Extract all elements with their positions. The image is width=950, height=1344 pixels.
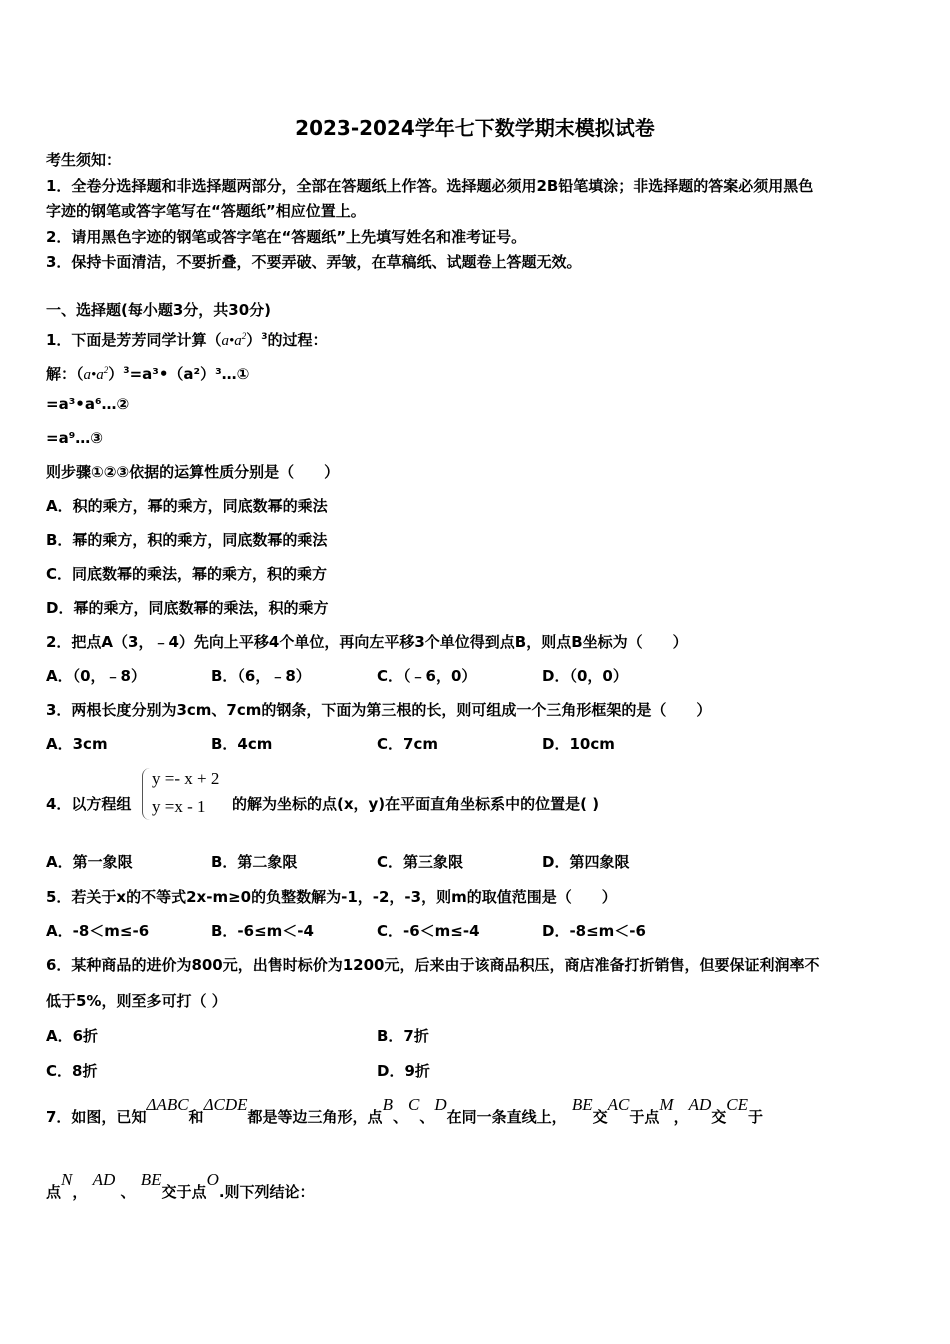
question-7-stem-cont: 点N， AD 、 BE交于点O.则下列结论：	[46, 1170, 315, 1201]
notice-item: 1．全卷分选择题和非选择题两部分，全部在答题纸上作答。选择题必须用2B铅笔填涂；非选择题的答案必须用黑色	[46, 177, 814, 195]
q1-question: 则步骤①②③依据的运算性质分别是（ ）	[46, 463, 340, 481]
q3-option-d: D．10cm	[542, 735, 615, 753]
q1-text: 的过程：	[267, 331, 328, 349]
q4-equation-1: y =- x + 2	[152, 769, 220, 788]
q2-option-c: C．（﹣6，0）	[377, 667, 477, 685]
q3-option-c: C．7cm	[377, 735, 438, 753]
q6-option-a: A．6折	[46, 1027, 99, 1045]
q4-option-d: D．第四象限	[542, 853, 630, 871]
notice-item: 2．请用黑色字迹的钢笔或答字笔在“答题纸”上先填写姓名和准考证号。	[46, 228, 527, 246]
q1-option-a: A．积的乘方，幂的乘方，同底数幂的乘法	[46, 497, 328, 515]
q4-equation-2: y =x - 1	[152, 797, 206, 816]
q1-option-d: D．幂的乘方，同底数幂的乘法，积的乘方	[46, 599, 329, 617]
notice-item: 3．保持卡面清洁，不要折叠，不要弄破、弄皱，在草稿纸、试题卷上答题无效。	[46, 253, 582, 271]
q5-option-c: C．-6＜m≤-4	[377, 922, 480, 940]
q1-text: ）	[246, 331, 262, 349]
question-1-stem: 1．下面是芳芳同学计算$(a•a^2)^3$的过程：	[46, 331, 328, 349]
q4-stem-a: 4．以方程组	[46, 795, 132, 813]
q2-option-a: A．（0，﹣8）	[46, 667, 146, 685]
q6-option-c: C．8折	[46, 1062, 98, 1080]
q1-option-b: B．幂的乘方，积的乘方，同底数幂的乘法	[46, 531, 328, 549]
q5-option-d: D．-8≤m＜-6	[542, 922, 646, 940]
q1-solution-step3: =a⁹…③	[46, 429, 103, 447]
question-3-stem: 3．两根长度分别为3cm、7cm的钢条，下面为第三根的长，则可组成一个三角形框架的是（ ）	[46, 701, 712, 719]
q2-option-b: B．（6，﹣8）	[211, 667, 311, 685]
q1-solution-step2: =a³•a⁶…②	[46, 395, 130, 413]
notice-heading: 考生须知：	[46, 151, 122, 169]
q4-option-a: A．第一象限	[46, 853, 133, 871]
q3-option-b: B．4cm	[211, 735, 273, 753]
q4-stem-b: 的解为坐标的点(x，y)在平面直角坐标系中的位置是( )	[232, 795, 600, 813]
q3-option-a: A．3cm	[46, 735, 108, 753]
q5-option-a: A．-8＜m≤-6	[46, 922, 150, 940]
question-7-stem: 7．如图，已知ΔABC和ΔCDE都是等边三角形，点B、C、D在同一条直线上， BE交AC于点M，AD交CE于	[46, 1095, 764, 1126]
q6-option-b: B．7折	[377, 1027, 429, 1045]
q4-option-c: C．第三象限	[377, 853, 464, 871]
page-title: 2023-2024学年七下数学期末模拟试卷	[295, 116, 655, 140]
question-2-stem: 2．把点A（3，﹣4）先向上平移4个单位，再向左平移3个单位得到点B，则点B坐标为（ ）	[46, 633, 688, 651]
q1-expr: $a•a^2$	[221, 331, 247, 349]
notice-item: 字迹的钢笔或答字笔写在“答题纸”相应位置上。	[46, 202, 366, 220]
q2-option-d: D．（0，0）	[542, 667, 628, 685]
question-5-stem: 5．若关于x的不等式2x-m≥0的负整数解为-1，-2，-3，则m的取值范围是（ ）	[46, 888, 617, 906]
q1-option-c: C．同底数幂的乘法，幂的乘方，积的乘方	[46, 565, 328, 583]
q6-option-d: D．9折	[377, 1062, 430, 1080]
section-heading: 一、选择题(每小题3分，共30分)	[46, 301, 272, 319]
q4-option-b: B．第二象限	[211, 853, 298, 871]
q1-solution-step1: 解：$(a•a^2)^3=a^3•(a^2)^3\dots ①$	[46, 365, 250, 383]
question-6-stem-cont: 低于5%，则至多可打（ ）	[46, 992, 227, 1010]
q5-option-b: B．-6≤m＜-4	[211, 922, 314, 940]
q1-text: 1．下面是芳芳同学计算（	[46, 331, 222, 349]
equation-brace	[142, 768, 151, 820]
question-6-stem: 6．某种商品的进价为800元，出售时标价为1200元，后来由于该商品积压，商店准备打折销售，但要保证利润率不	[46, 956, 820, 974]
